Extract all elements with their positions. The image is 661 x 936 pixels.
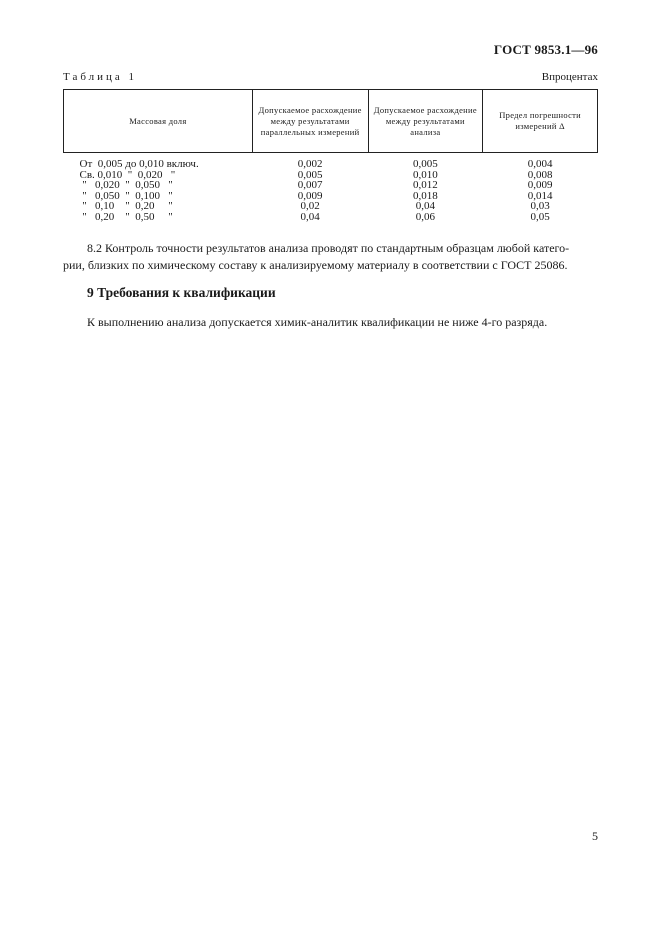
table-cell-parallel: 0,02 — [300, 200, 320, 212]
table-cell-analysis: 0,010 — [412, 168, 438, 181]
table-cell-parallel: 0,04 — [300, 210, 320, 223]
table-cell-parallel: 0,005 — [297, 168, 323, 181]
table-cell-error: 0,03 — [530, 200, 550, 212]
section-9-title: 9 Требования к квалификации — [87, 285, 276, 300]
table-cell-analysis: 0,012 — [412, 179, 438, 191]
column-analysis — [368, 153, 483, 232]
column-header-parallel: Допускаемое расхождение между результатами параллельных измерений — [252, 90, 368, 153]
table-units: Впроцентах — [541, 71, 598, 83]
table-cell-error: 0,004 — [527, 158, 553, 170]
section-9-text: К выполнению анализа допускается химик-аналитик квалификации не ниже 4-го разряда. — [87, 315, 548, 329]
table-cell-error: 0,05 — [530, 210, 550, 223]
column-header-error: Предел погрешности измерений Δ — [483, 90, 598, 153]
table-label: Таблица 1 — [63, 71, 138, 83]
table-cell-analysis: 0,005 — [412, 158, 438, 170]
paragraph-8-2-line-1: 8.2 Контроль точности результатов анализа проводят по стандартным образцам любой катего- — [87, 241, 570, 255]
column-header-mass-fraction: Массовая доля — [64, 90, 253, 153]
column-error — [483, 153, 598, 232]
table-cell-range: Св. 0,010 " 0,020 " — [79, 168, 176, 181]
table-cell-range: " 0,20 " 0,50 " — [79, 210, 173, 223]
table-cell-analysis: 0,06 — [415, 210, 435, 223]
table-cell-error: 0,008 — [527, 168, 553, 181]
page-number: 5 — [592, 829, 598, 843]
table-cell-error: 0,009 — [527, 179, 553, 191]
paragraph-8-2 — [63, 240, 598, 274]
column-mass-fraction — [64, 153, 253, 232]
table-cell-parallel: 0,009 — [297, 189, 323, 202]
table-cell-analysis: 0,018 — [412, 189, 438, 202]
document-id: ГОСТ 9853.1—96 — [493, 42, 598, 57]
table-header-row — [64, 90, 598, 153]
table-cell-range: " 0,020 " 0,050 " — [79, 179, 173, 191]
table-cell-parallel: 0,007 — [297, 179, 323, 191]
table-cell-error: 0,014 — [527, 189, 553, 202]
column-parallel — [252, 153, 368, 232]
table-body — [64, 153, 598, 232]
paragraph-8-2-line-2: рии, близких по химическому составу к анализируемому материалу в соответствии с ГОСТ 25086. — [63, 258, 568, 272]
table-cell-range: " 0,10 " 0,20 " — [79, 200, 173, 212]
table-cell-parallel: 0,002 — [297, 158, 323, 170]
table-cell-range: " 0,050 " 0,100 " — [79, 189, 173, 202]
column-header-analysis: Допускаемое расхождение между результатами анализа — [368, 90, 483, 153]
data-table — [63, 89, 598, 231]
table-cell-analysis: 0,04 — [415, 200, 435, 212]
table-cell-range: От 0,005 до 0,010 включ. — [79, 158, 199, 170]
